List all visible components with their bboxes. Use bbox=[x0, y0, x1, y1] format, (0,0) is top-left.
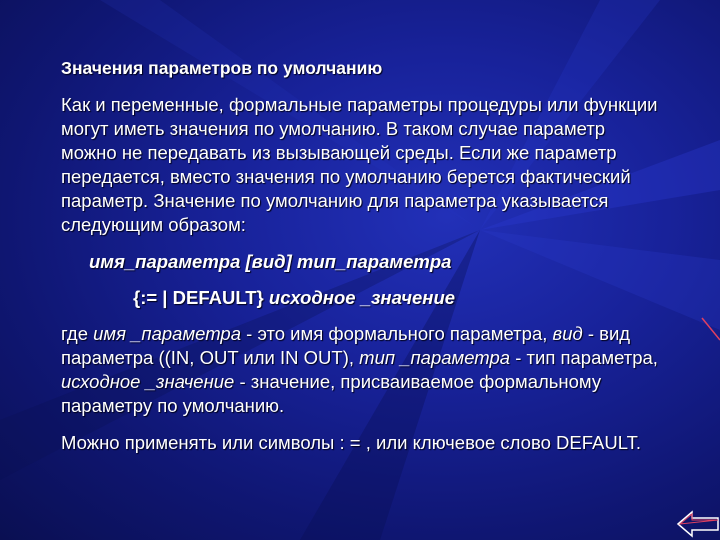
where-text-2: - это имя формального параметра, bbox=[241, 323, 553, 344]
slide-title: Значения параметров по умолчанию bbox=[61, 58, 383, 78]
where-param-name: имя _параметра bbox=[93, 323, 242, 344]
where-text-3: - вид параметра ((IN, OUT или IN OUT), bbox=[61, 323, 631, 368]
syntax-initial-value: исходное _значение bbox=[263, 287, 456, 308]
where-paragraph bbox=[61, 322, 661, 418]
where-text-5: - значение, присваиваемое формальному параметру по умолчанию. bbox=[61, 371, 602, 416]
back-arrow-icon[interactable] bbox=[676, 508, 720, 540]
where-initial-value: исходное _значение bbox=[61, 371, 235, 392]
where-text-1: где bbox=[61, 323, 94, 344]
syntax-default-clause: {:= | DEFAULT} bbox=[133, 287, 264, 308]
decorative-accent-line bbox=[700, 300, 720, 350]
closing-paragraph: Можно применять или символы : = , или ключевое слово DEFAULT. bbox=[61, 432, 642, 453]
syntax-line-1: имя_параметра [вид] тип_параметра bbox=[89, 251, 452, 272]
intro-paragraph: Как и переменные, формальные параметры процедуры или функции могут иметь значения по умолчанию. В таком случае параметр можно не передавать из вызывающей среды. Если же параметр передается, вместо значения по умолчанию берется фактический параметр. Значение по умолчанию для параметра указывается следующим образом: bbox=[61, 94, 658, 235]
syntax-line-2 bbox=[133, 286, 661, 310]
where-param-type: тип _параметра bbox=[359, 347, 511, 368]
slide-content bbox=[61, 56, 661, 455]
where-mode: вид bbox=[552, 323, 583, 344]
where-text-4: - тип параметра, bbox=[510, 347, 658, 368]
